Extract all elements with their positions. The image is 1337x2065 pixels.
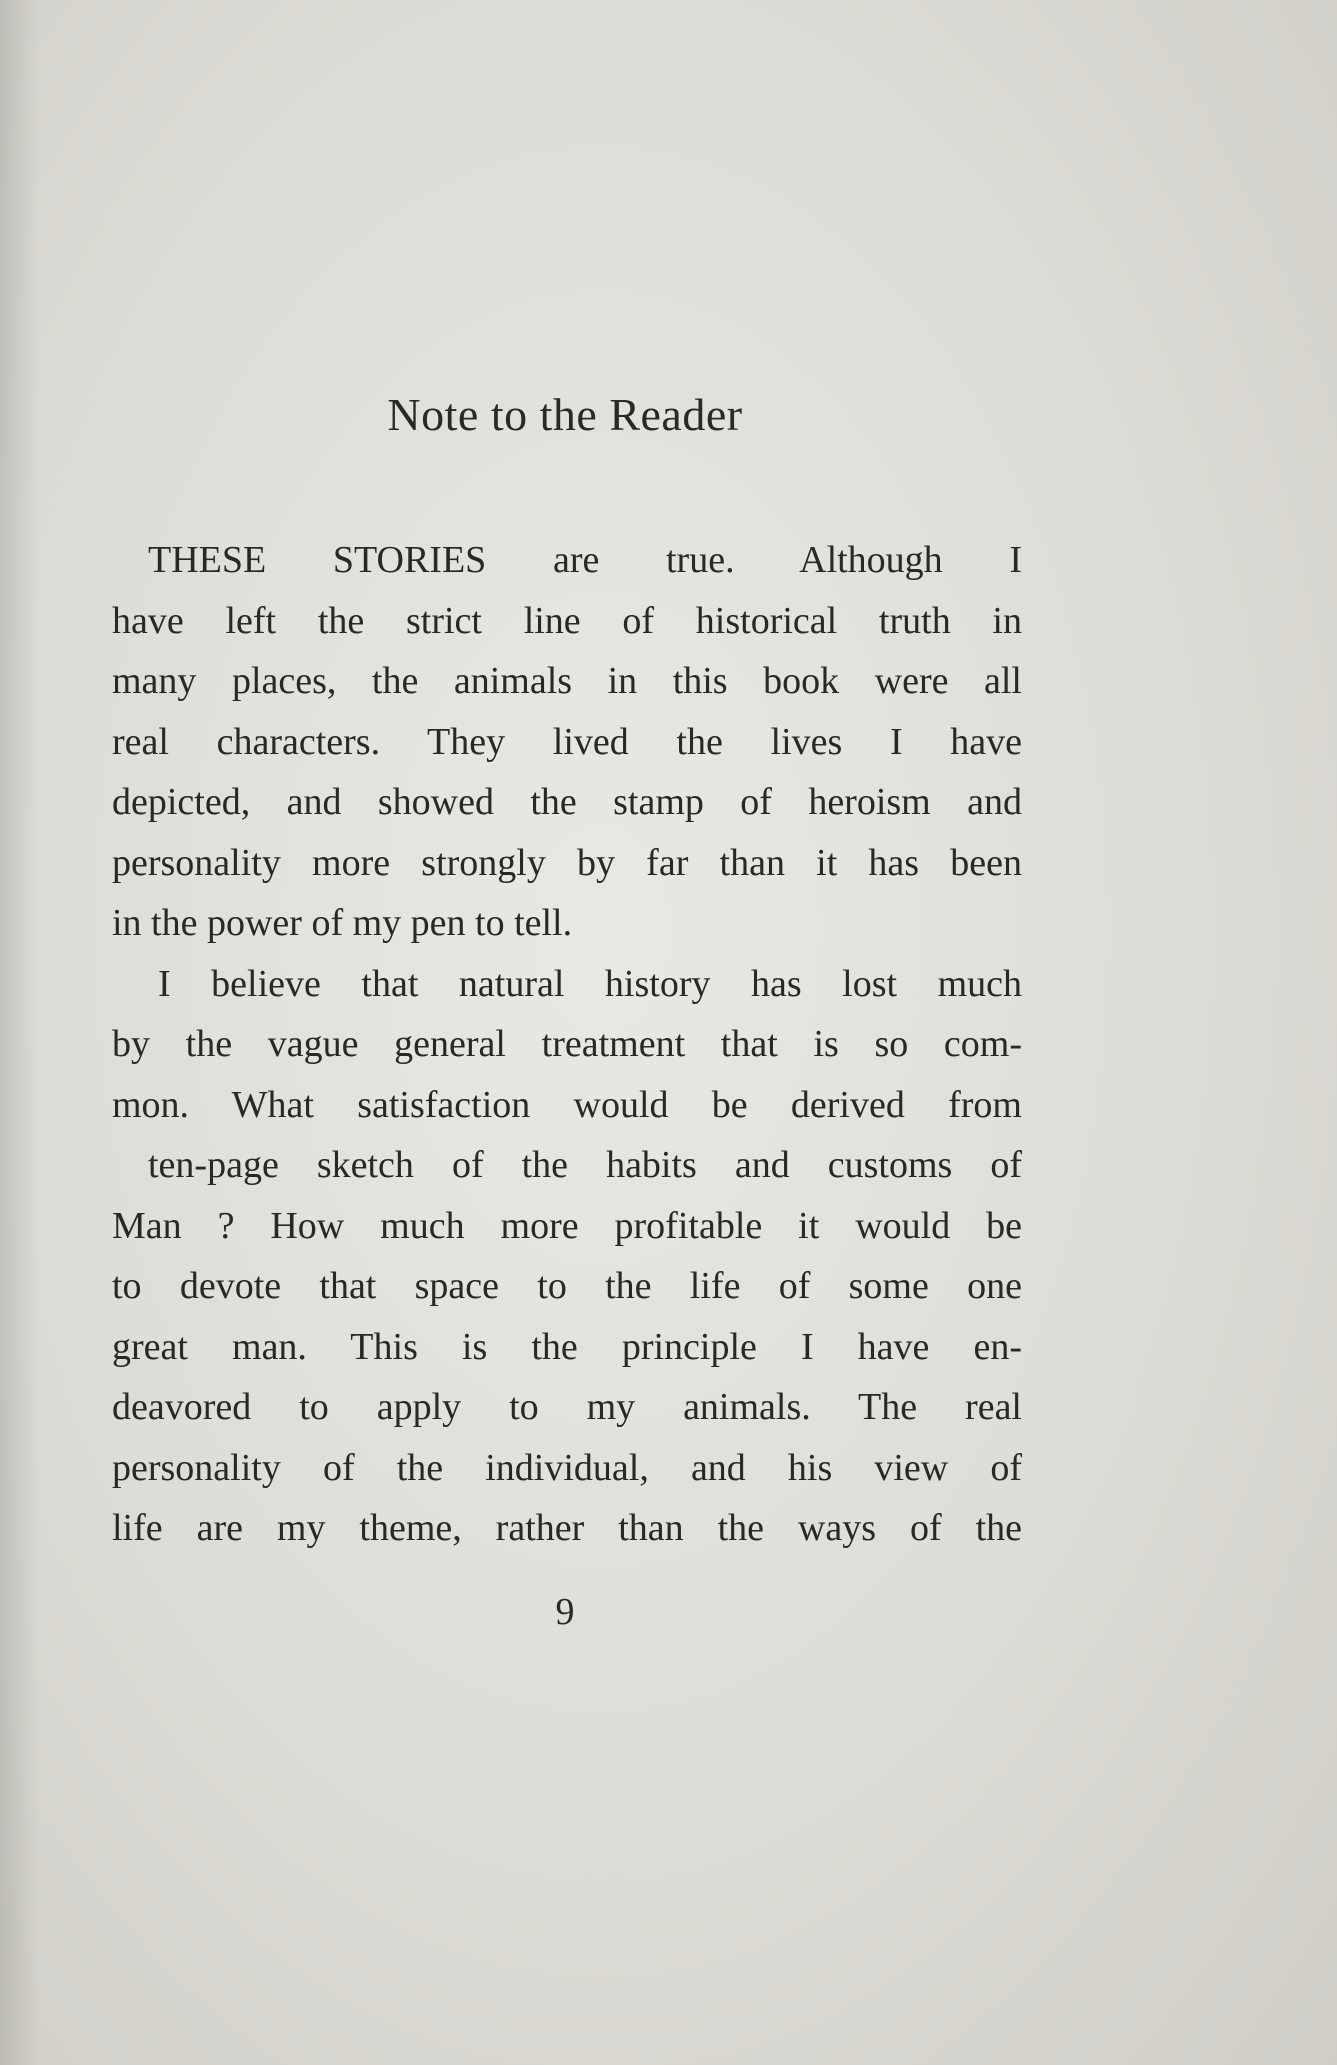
text-line: real characters. They lived the lives I have xyxy=(112,720,1022,763)
text-line: ten-page sketch of the habits and customs of xyxy=(148,1144,1022,1186)
text-line: in the power of my pen to tell. xyxy=(112,902,573,944)
text-line: personality of the individual, and his view of xyxy=(112,1446,1022,1489)
text-line: Man ? How much more profitable it would be xyxy=(112,1204,1022,1247)
text-line: life are my theme, rather than the ways of the xyxy=(112,1507,1022,1549)
paragraph-2 xyxy=(112,954,1022,1559)
text-line: great man. This is the principle I have en- xyxy=(112,1325,1022,1368)
text-line: by the vague general treatment that is so com- xyxy=(112,1023,1022,1065)
text-line: to devote that space to the life of some one xyxy=(112,1265,1022,1307)
page-title: Note to the Reader xyxy=(387,389,743,440)
text-line: depicted, and showed the stamp of heroism and xyxy=(112,781,1022,823)
body-text xyxy=(112,530,1022,1559)
text-line: THESE STORIES are true. Although I xyxy=(148,539,1022,581)
text-line: personality more strongly by far than it has been xyxy=(112,841,1022,884)
page-number: 9 xyxy=(555,1591,575,1633)
page-edge-shadow xyxy=(0,0,40,2065)
text-line: deavored to apply to my animals. The real xyxy=(112,1386,1022,1428)
paragraph-1 xyxy=(112,530,1022,954)
text-line: mon. What satisfaction would be derived from xyxy=(112,1083,1022,1126)
text-line: have left the strict line of historical truth in xyxy=(112,599,1022,642)
text-line: I believe that natural history has lost much xyxy=(158,962,1022,1005)
text-line: many places, the animals in this book were all xyxy=(112,660,1022,702)
